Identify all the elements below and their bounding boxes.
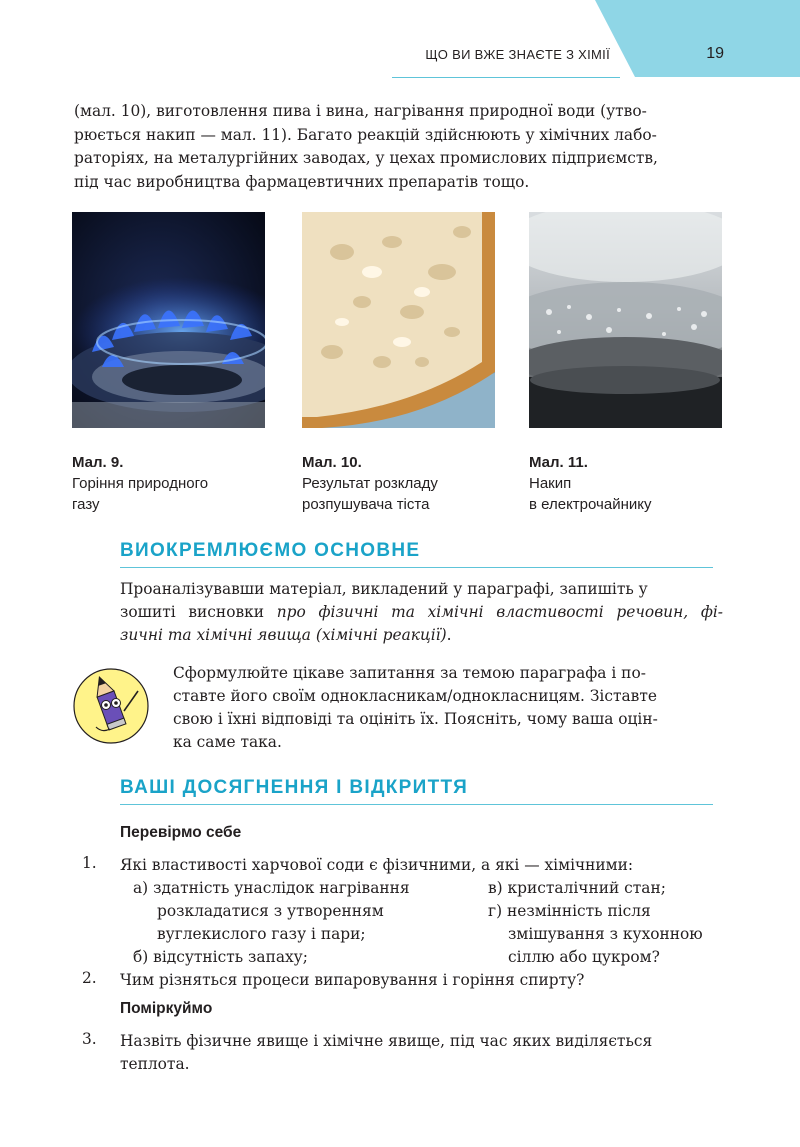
section-rule	[120, 804, 713, 805]
caption-line: Горіння природного	[72, 475, 209, 492]
intro-line: під час виробництва фармацевтичних препаратів тощо.	[74, 172, 530, 191]
paragraph-line: ка саме така.	[173, 733, 282, 751]
page-number: 19	[706, 45, 724, 62]
pencil-mascot-icon	[72, 667, 150, 745]
paragraph-line: Сформулюйте цікаве запитання за темою параграфа і по-	[173, 664, 646, 682]
task-paragraph	[173, 662, 723, 754]
plain-text: .	[446, 626, 452, 644]
caption-line: газу	[72, 496, 100, 513]
figure-10-photo	[302, 212, 495, 428]
running-title: ЩО ВИ ВЖЕ ЗНАЄТЕ З ХІМІЇ	[425, 47, 610, 62]
figure-label: Мал. 9.	[72, 454, 124, 471]
caption-line: розпушувача тіста	[302, 496, 430, 513]
intro-line: раторіях, на металургійних заводах, у цехах промислових підприємств,	[74, 149, 658, 167]
question-line: теплота.	[120, 1055, 190, 1073]
question-options-right	[488, 877, 728, 969]
caption-line: в електрочайнику	[529, 496, 652, 513]
option-line: змішування з кухонною	[508, 925, 703, 943]
figure-9-caption	[72, 452, 208, 515]
section-rule	[120, 567, 713, 568]
figure-9-photo	[72, 212, 265, 428]
question-number: 1.	[82, 854, 97, 872]
caption-line: Накип	[529, 475, 572, 492]
paragraph-line: ставте його своїм однокласникам/однокласницям. Зіставте	[173, 687, 657, 705]
figure-label: Мал. 10.	[302, 454, 362, 471]
question-number: 3.	[82, 1030, 97, 1048]
option-line: г) незмінність після	[488, 902, 651, 920]
subheading-think: Поміркуймо	[120, 1000, 213, 1017]
italic-text: зичні та хімічні явища (хімічні реакції)	[120, 626, 447, 644]
caption-line: Результат розкладу	[302, 475, 438, 492]
paragraph-line	[120, 624, 723, 647]
option-line: вуглекислого газу і пари;	[157, 925, 366, 943]
question-text	[120, 1030, 723, 1076]
figure-10-caption	[302, 452, 438, 515]
paragraph-line: свою і їхні відповіді та оцініть їх. Поясніть, чому ваша оцін-	[173, 710, 658, 728]
option-line: сіллю або цукром?	[508, 948, 660, 966]
paragraph-line: Проаналізувавши матеріал, викладений у параграфі, запишіть у	[120, 580, 648, 598]
question-options-left	[133, 877, 463, 969]
subheading-check-yourself: Перевірмо себе	[120, 824, 242, 841]
intro-line: рюється накип — мал. 11). Багато реакцій здійснюють у хімічних лабо-	[74, 125, 657, 144]
header-rule	[392, 77, 620, 78]
question-number: 2.	[82, 969, 97, 987]
conclusion-paragraph	[120, 578, 723, 647]
figure-label: Мал. 11.	[529, 454, 588, 471]
option-line: б) відсутність запаху;	[133, 948, 308, 966]
figure-11-caption	[529, 452, 651, 515]
option-line: розкладатися з утворенням	[157, 902, 384, 920]
italic-text: про фізичні та хімічні властивості речовин, фі-	[276, 603, 723, 621]
question-text: Чим різняться процеси випаровування і горіння спирту?	[120, 971, 585, 989]
section-title-main-points: ВИОКРЕМЛЮЄМО ОСНОВНЕ	[120, 540, 421, 561]
question-text: Які властивості харчової соди є фізичними, а які — хімічними:	[120, 856, 634, 874]
option-line: а) здатність унаслідок нагрівання	[133, 879, 410, 897]
figure-11-photo	[529, 212, 722, 428]
plain-text: зошиті висновки	[120, 603, 277, 621]
intro-line: (мал. 10), виготовлення пива і вина, нагрівання природної води (утво-	[74, 102, 647, 120]
option-line: в) кристалічний стан;	[488, 879, 666, 897]
section-title-achievements: ВАШІ ДОСЯГНЕННЯ І ВІДКРИТТЯ	[120, 777, 469, 798]
paragraph-line	[120, 601, 723, 624]
intro-paragraph	[74, 100, 724, 194]
question-line: Назвіть фізичне явище і хімічне явище, під час яких виділяється	[120, 1032, 653, 1050]
header-accent-tab	[595, 0, 800, 77]
